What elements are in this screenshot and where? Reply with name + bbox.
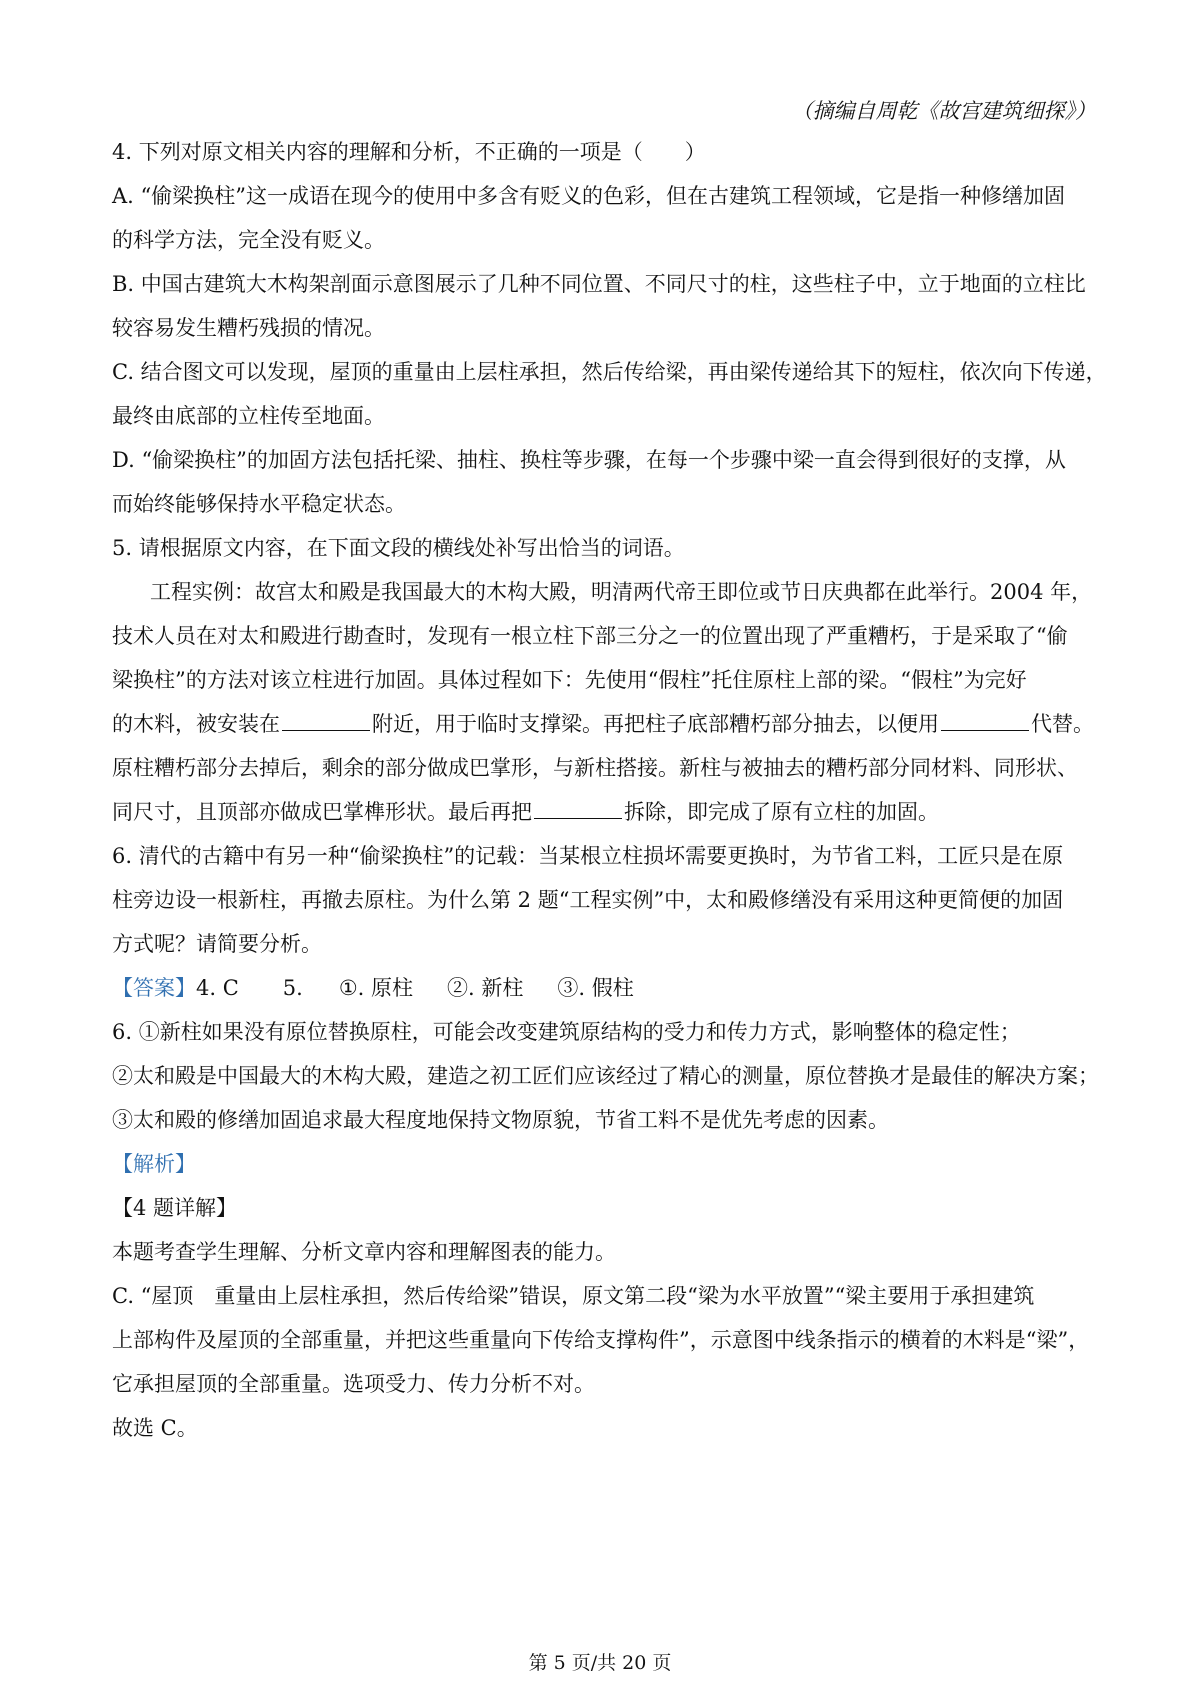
answer-q6-point3: ③太和殿的修缮加固追求最大程度地保持文物原貌，节省工料不是优先考虑的因素。 [112, 1108, 889, 1132]
q6-stem-line1: 6. 清代的古籍中有另一种“偷梁换柱”的记载：当某根立柱损坏需要更换时，为节省工料，工匠只是在原 [112, 844, 1064, 868]
analysis-c-line1: C. “屋顶 重量由上层柱承担，然后传给梁”错误，原文第二段“梁为水平放置”“梁主要用于承担建筑 [112, 1284, 1035, 1308]
answer-q5-number: 5. [282, 976, 303, 1000]
q5-paragraph-line2: 技术人员在对太和殿进行勘查时，发现有一根立柱下部三分之一的位置出现了严重糟朽，于是采取了“偷 [112, 624, 1068, 648]
q4-option-a-line1: A. “偷梁换柱”这一成语在现今的使用中多含有贬义的色彩，但在古建筑工程领域，它是指一种修缮加固 [112, 184, 1065, 208]
q5-stem: 5. 请根据原文内容，在下面文段的横线处补写出恰当的词语。 [112, 536, 685, 560]
answer-q5-blank2: ②. 新柱 [447, 976, 524, 1000]
fill-blank-2 [941, 710, 1029, 731]
q5-text: 代替。 [1031, 712, 1094, 736]
q5-paragraph-line1: 工程实例：故宫太和殿是我国最大的木构大殿，明清两代帝王即位或节日庆典都在此举行。2004 年， [150, 580, 1093, 604]
fill-blank-3 [534, 798, 622, 819]
q4-stem: 4. 下列对原文相关内容的理解和分析，不正确的一项是（ ） [112, 140, 706, 164]
analysis-choice: 故选 C。 [112, 1416, 198, 1440]
answer-q5-blank1: ①. 原柱 [338, 976, 414, 1000]
q4-option-b-line2: 较容易发生糟朽残损的情况。 [112, 316, 385, 340]
answer-line [112, 973, 1102, 1003]
page-footer: 第 5 页/共 20 页 [528, 1652, 672, 1674]
answer-q5-blank3: ③. 假柱 [557, 976, 634, 1000]
q5-text: 的木料，被安装在 [112, 712, 280, 736]
q6-stem-line3: 方式呢？请简要分析。 [112, 932, 322, 956]
q4-option-d-line2: 而始终能够保持水平稳定状态。 [112, 492, 406, 516]
q4-option-c-line1: C. 结合图文可以发现，屋顶的重量由上层柱承担，然后传给梁，再由梁传递给其下的短柱，依次向下传递， [112, 360, 1107, 384]
analysis-c-line2: 上部构件及屋顶的全部重量，并把这些重量向下传给支撑构件”，示意图中线条指示的横着的木料是“梁”， [112, 1328, 1090, 1352]
q4-option-c-line2: 最终由底部的立柱传至地面。 [112, 404, 385, 428]
q4-option-a-line2: 的科学方法，完全没有贬义。 [112, 228, 385, 252]
q4-detail-title: 【4 题详解】 [112, 1196, 238, 1220]
q5-text: 同尺寸，且顶部亦做成巴掌榫形状。最后再把 [112, 800, 532, 824]
answer-q6-point1: 6. ①新柱如果没有原位替换原柱，可能会改变建筑原结构的受力和传力方式，影响整体的稳定性； [112, 1020, 1021, 1044]
analysis-intro: 本题考查学生理解、分析文章内容和理解图表的能力。 [112, 1240, 616, 1264]
answer-q6-point2: ②太和殿是中国最大的木构大殿，建造之初工匠们应该经过了精心的测量，原位替换才是最佳的解决方案； [112, 1064, 1099, 1088]
q5-paragraph-line4 [112, 709, 1102, 739]
q4-option-b-line1: B. 中国古建筑大木构架剖面示意图展示了几种不同位置、不同尺寸的柱，这些柱子中，立于地面的立柱比 [112, 272, 1086, 296]
answer-tag: 【答案】 [112, 976, 196, 1000]
answer-q4: 4. C [196, 976, 239, 1000]
source-citation: （摘编自周乾《故宫建筑细探》） [791, 99, 1096, 123]
q5-paragraph-line5: 原柱糟朽部分去掉后，剩余的部分做成巴掌形，与新柱搭接。新柱与被抽去的糟朽部分同材料、同形状、 [112, 756, 1078, 780]
q4-option-d-line1: D. “偷梁换柱”的加固方法包括托梁、抽柱、换柱等步骤，在每一个步骤中梁一直会得到很好的支撑，从 [112, 448, 1066, 472]
q5-paragraph-line6 [112, 797, 1102, 827]
q5-text: 拆除，即完成了原有立柱的加固。 [624, 800, 939, 824]
q5-text: 附近，用于临时支撑梁。再把柱子底部糟朽部分抽去，以便用 [372, 712, 939, 736]
q6-stem-line2: 柱旁边设一根新柱，再撤去原柱。为什么第 2 题“工程实例”中，太和殿修缮没有采用这种更简便的加固 [112, 888, 1064, 912]
fill-blank-1 [282, 710, 370, 731]
analysis-tag: 【解析】 [112, 1152, 196, 1176]
q5-paragraph-line3: 梁换柱”的方法对该立柱进行加固。具体过程如下：先使用“假柱”托住原柱上部的梁。“假柱”为完好 [112, 668, 1027, 692]
analysis-c-line3: 它承担屋顶的全部重量。选项受力、传力分析不对。 [112, 1372, 595, 1396]
